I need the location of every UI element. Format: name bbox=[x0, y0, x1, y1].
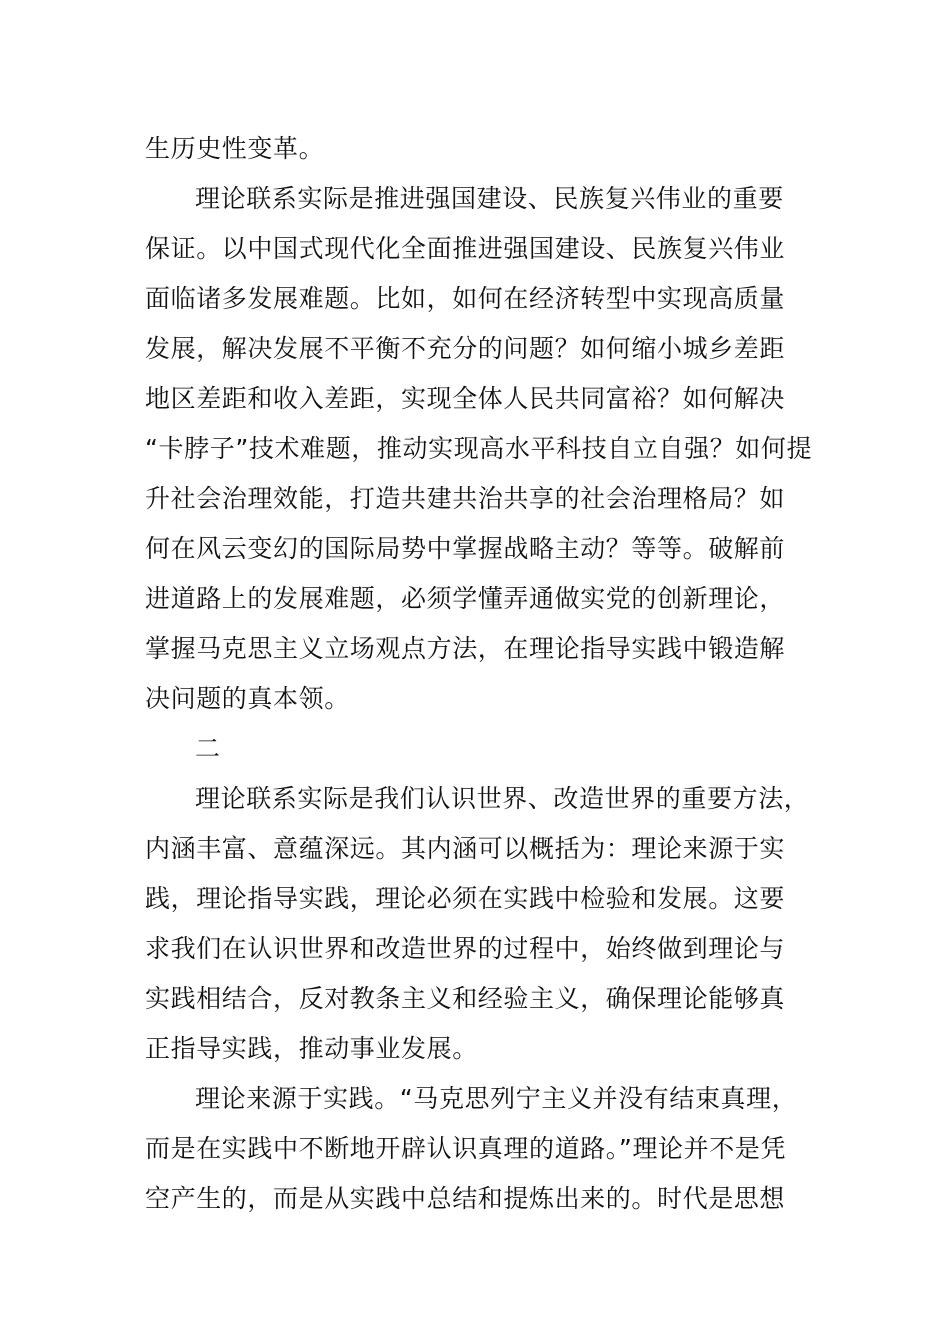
paragraph-line: 理论联系实际是我们认识世界、改造世界的重要方法， bbox=[195, 784, 810, 813]
paragraph-line: 生历史性变革。 bbox=[145, 134, 325, 163]
paragraph-line: 进道路上的发展难题，必须学懂弄通做实党的创新理论， bbox=[145, 584, 786, 613]
paragraph-line: 践，理论指导实践，理论必须在实践中检验和发展。这要 bbox=[145, 884, 786, 913]
document-body bbox=[145, 124, 825, 1224]
paragraph-line: 决问题的真本领。 bbox=[145, 684, 350, 713]
paragraph-line: 掌握马克思主义立场观点方法，在理论指导实践中锻造解 bbox=[145, 634, 786, 663]
paragraph-line: 何在风云变幻的国际局势中掌握战略主动？等等。破解前 bbox=[145, 534, 786, 563]
paragraph-line: 内涵丰富、意蕴深远。其内涵可以概括为：理论来源于实 bbox=[145, 834, 786, 863]
paragraph-line: 空产生的，而是从实践中总结和提炼出来的。时代是思想 bbox=[145, 1184, 786, 1213]
paragraph-line: 正指导实践，推动事业发展。 bbox=[145, 1034, 478, 1063]
paragraph-line: 面临诸多发展难题。比如，如何在经济转型中实现高质量 bbox=[145, 284, 786, 313]
paragraph-line: 保证。以中国式现代化全面推进强国建设、民族复兴伟业 bbox=[145, 234, 786, 263]
paragraph-line: 升社会治理效能，打造共建共治共享的社会治理格局？如 bbox=[145, 484, 786, 513]
paragraph-line: 而是在实践中不断地开辟认识真理的道路。”理论并不是凭 bbox=[145, 1134, 787, 1163]
paragraph-line: 求我们在认识世界和改造世界的过程中，始终做到理论与 bbox=[145, 934, 786, 963]
section-heading: 二 bbox=[195, 734, 221, 763]
paragraph-line: 理论联系实际是推进强国建设、民族复兴伟业的重要 bbox=[195, 184, 784, 213]
paragraph-line: 理论来源于实践。“马克思列宁主义并没有结束真理， bbox=[195, 1084, 798, 1113]
paragraph-line: 地区差距和收入差距，实现全体人民共同富裕？如何解决 bbox=[145, 384, 786, 413]
paragraph-line: 实践相结合，反对教条主义和经验主义，确保理论能够真 bbox=[145, 984, 786, 1013]
paragraph-line: “卡脖子”技术难题，推动实现高水平科技自立自强？如何提 bbox=[145, 434, 813, 463]
paragraph-line: 发展，解决发展不平衡不充分的问题？如何缩小城乡差距 bbox=[145, 334, 786, 363]
